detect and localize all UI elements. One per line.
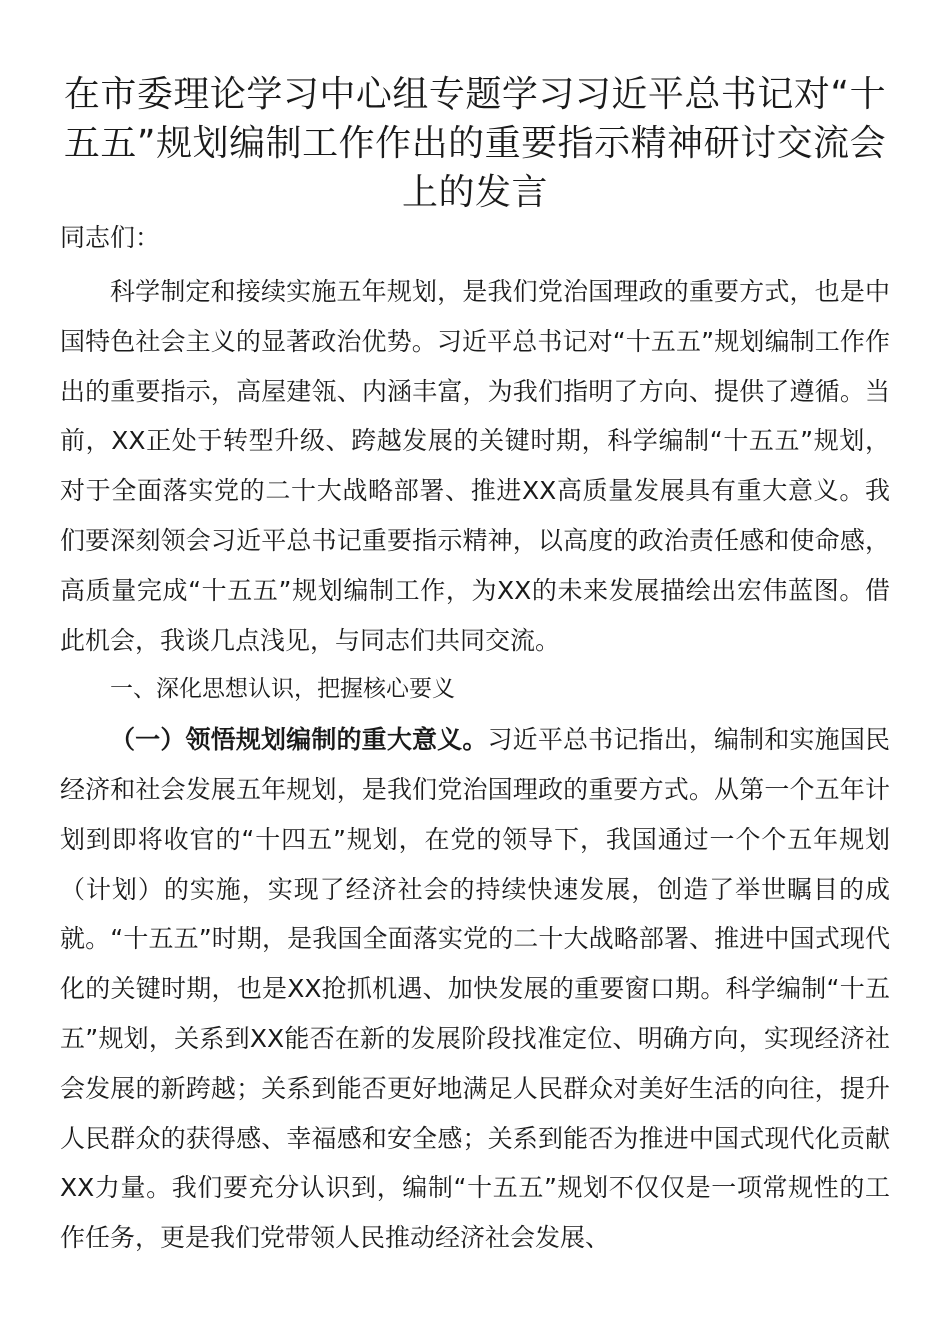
section-heading-1: 一、深化思想认识，把握核心要义 [110,676,455,703]
greeting: 同志们： [60,223,161,252]
paragraph-subsection-1 [60,715,890,1263]
subsection-lead: （一）领悟规划编制的重大意义。 [110,725,488,755]
subsection-body: 习近平总书记指出，编制和实施国民经济和社会发展五年规划，是我们党治国理政的重要方式。从第一个五年计划到即将收官的“十四五”规划，在党的领导下，我国通过一个个五年规划（计划）的实施，实现了经济社会的持续快速发展，创造了举世瞩目的成就。“十五五”时期，是我国全面落实党的二十大战略部署、推进中国式现代化的关键时期，也是XX抢抓机遇、加快发展的重要窗口期。科学编制“十五五”规划，关系到XX能否在新的发展阶段找准定位、明确方向，实现经济社会发展的新跨越；关系到能否更好地满足人民群众对美好生活的向往，提升人民群众的获得感、幸福感和安全感；关系到能否为推进中国式现代化贡献XX力量。我们要充分认识到，编制“十五五”规划不仅仅是一项常规性的工作任务，更是我们党带领人民推动经济社会发展、 [60,725,890,1253]
document-title: 在市委理论学习中心组专题学习习近平总书记对“十五五”规划编制工作作出的重要指示精神研讨交流会上的发言 [63,74,887,213]
document-page [60,70,890,1263]
paragraph-intro: 科学制定和接续实施五年规划，是我们党治国理政的重要方式，也是中国特色社会主义的显著政治优势。习近平总书记对“十五五”规划编制工作作出的重要指示，高屋建瓴、内涵丰富，为我们指明了方向、提供了遵循。当前，XX正处于转型升级、跨越发展的关键时期，科学编制“十五五”规划，对于全面落实党的二十大战略部署、推进XX高质量发展具有重大意义。我们要深刻领会习近平总书记重要指示精神，以高度的政治责任感和使命感，高质量完成“十五五”规划编制工作，为XX的未来发展描绘出宏伟蓝图。借此机会，我谈几点浅见，与同志们共同交流。 [60,277,890,655]
